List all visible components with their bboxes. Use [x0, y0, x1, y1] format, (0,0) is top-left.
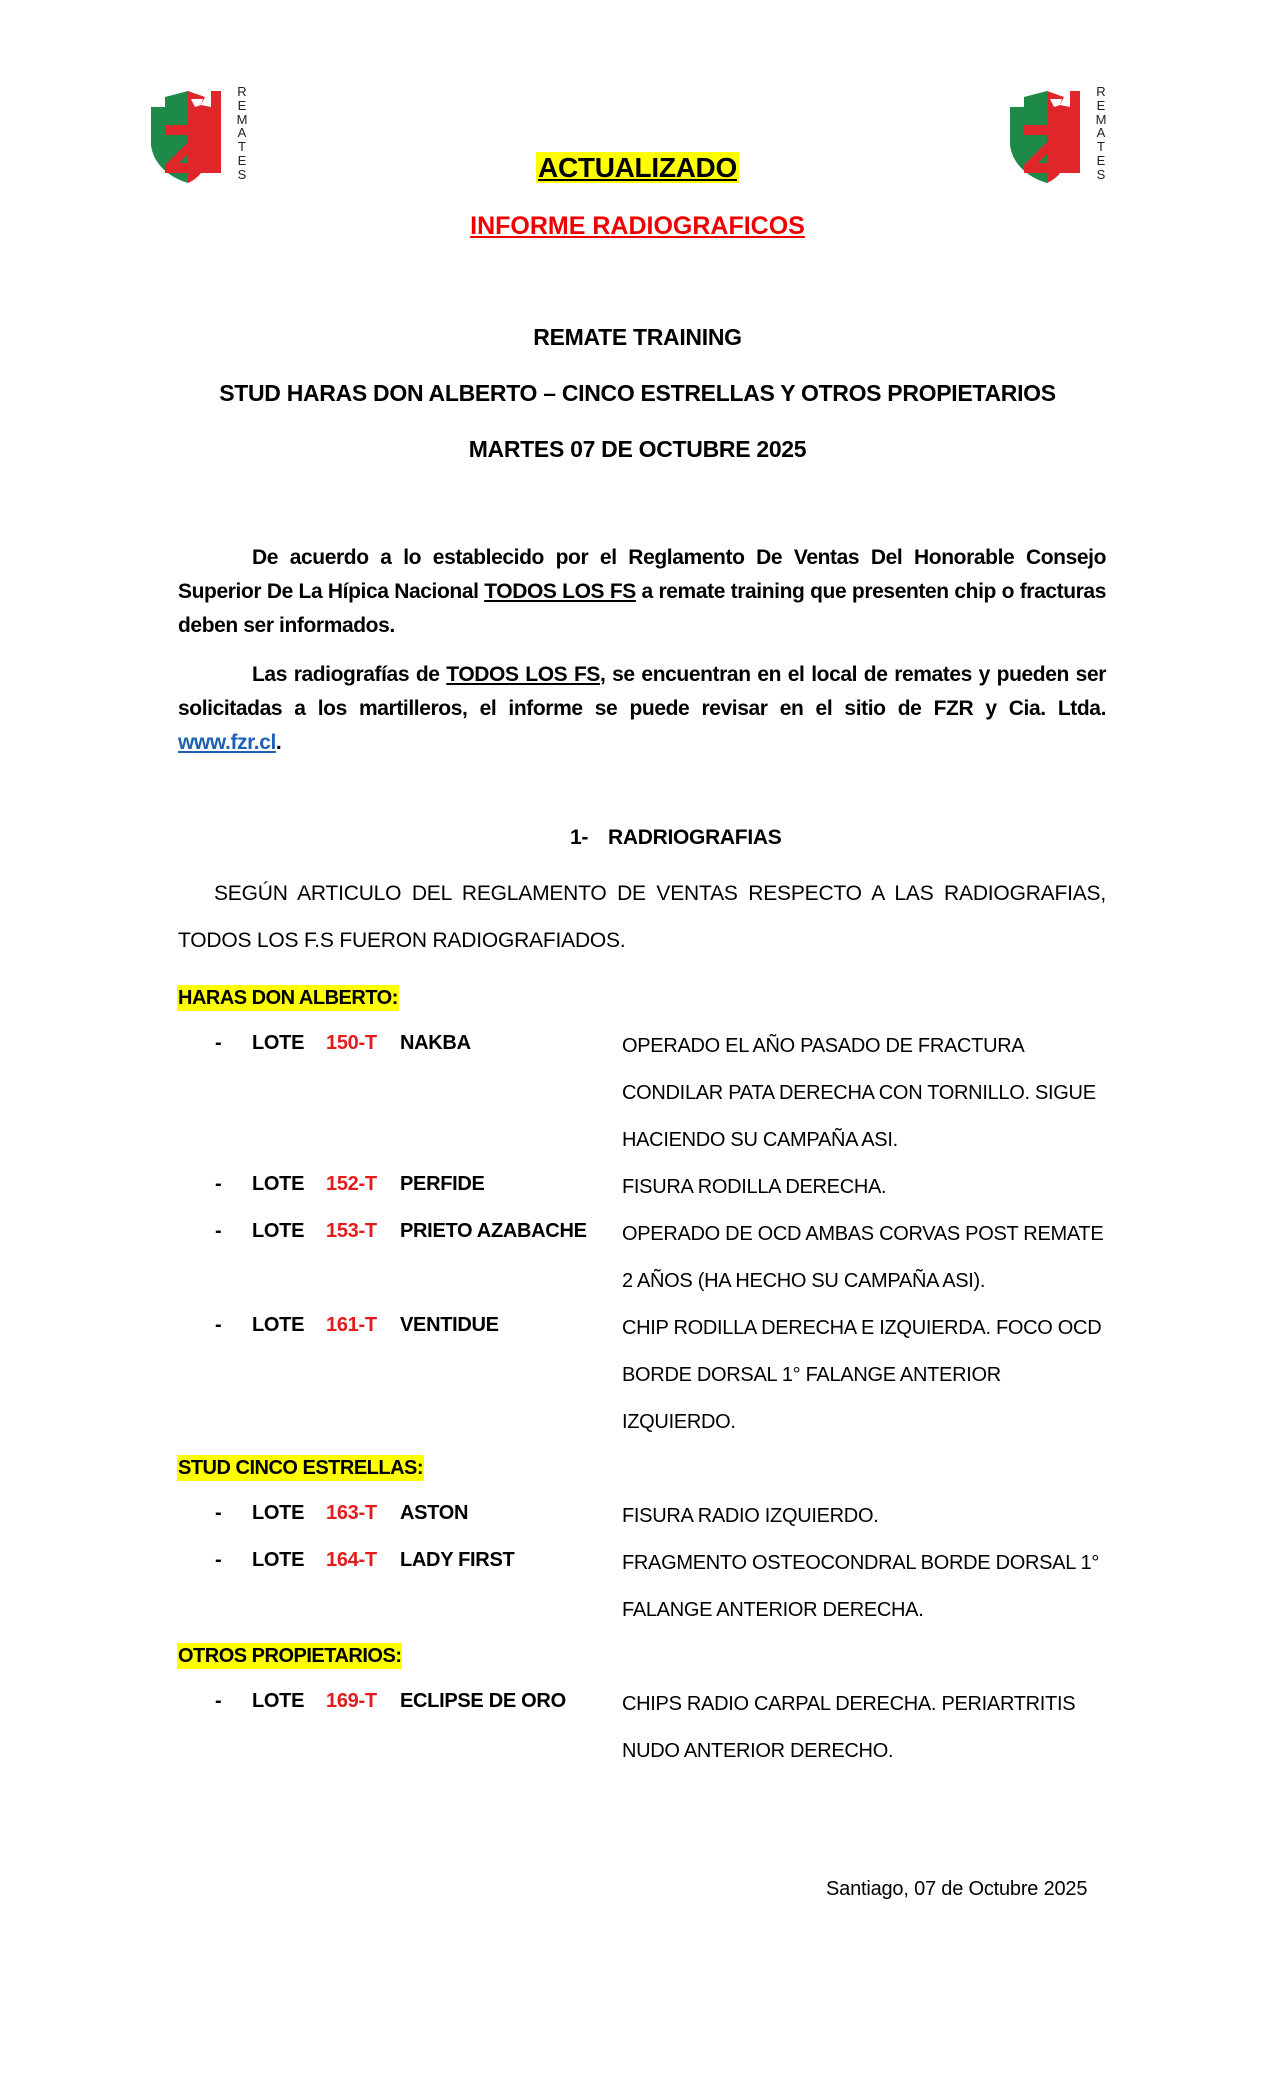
logo-letter: R	[1096, 84, 1106, 99]
lot-prefix: LOTE	[252, 1173, 305, 1195]
text: , se encuentran en el local de remates y pueden ser solicitadas a los martilleros, el informe se puede revisar en el sitio de FZR y Cia. Ltda.	[178, 663, 1106, 720]
group-heading-stud-cinco-estrellas: STUD CINCO ESTRELLAS:	[178, 1457, 424, 1479]
lot-prefix: LOTE	[252, 1690, 305, 1712]
lot-prefix: LOTE	[252, 1032, 305, 1054]
status-label: ACTUALIZADO	[538, 152, 737, 183]
lot-finding	[622, 1493, 878, 1540]
status-banner	[0, 152, 1275, 184]
group-heading-otros-propietarios: OTROS PROPIETARIOS:	[178, 1645, 402, 1667]
text: SEGÚN ARTICULO DEL REGLAMENTO DE VENTAS RESPECTO A LAS RADIOGRAFIAS, TODOS LOS F.S FUERON RADIOGRAFIADOS.	[178, 882, 1106, 952]
logo-letter: S	[1096, 166, 1106, 182]
bullet: -	[215, 1502, 222, 1524]
logo-letter: T	[238, 139, 246, 155]
group-heading-haras-don-alberto: HARAS DON ALBERTO:	[178, 987, 398, 1009]
lot-number: 153-T	[326, 1220, 377, 1242]
horse-name: LADY FIRST	[400, 1549, 515, 1571]
lot-number: 152-T	[326, 1173, 377, 1195]
logo-letter: A	[1096, 125, 1106, 141]
lot-finding	[622, 1681, 1075, 1775]
horse-name: ECLIPSE DE ORO	[400, 1690, 566, 1712]
section-title: RADRIOGRAFIAS	[608, 826, 782, 849]
regulation-statement	[178, 870, 1106, 964]
finding-line: CONDILAR PATA DERECHA CON TORNILLO. SIGUE	[622, 1082, 1096, 1104]
logo-letter: E	[1096, 97, 1106, 113]
lot-prefix: LOTE	[252, 1220, 305, 1242]
intro-paragraph-2	[178, 658, 1106, 760]
logo-letter: R	[237, 84, 247, 99]
horse-name: ASTON	[400, 1502, 469, 1524]
lot-prefix: LOTE	[252, 1502, 305, 1524]
logo-letter: E	[237, 97, 247, 113]
text: De acuerdo a lo establecido por el Reglamento De Ventas Del Honorable Consejo Superior De La Hípica Nacional	[178, 546, 1106, 603]
fzr-website-link[interactable]: www.fzr.cl	[178, 731, 276, 754]
horse-name: PERFIDE	[400, 1173, 485, 1195]
finding-line: CHIP RODILLA DERECHA E IZQUIERDA. FOCO OCD	[622, 1317, 1102, 1339]
finding-line: CHIPS RADIO CARPAL DERECHA. PERIARTRITIS	[622, 1693, 1076, 1715]
logo-letter: M	[1095, 111, 1107, 127]
lot-number: 164-T	[326, 1549, 377, 1571]
finding-line: IZQUIERDO.	[622, 1411, 736, 1433]
lot-prefix: LOTE	[252, 1314, 305, 1336]
finding-line: FRAGMENTO OSTEOCONDRAL BORDE DORSAL 1°	[622, 1552, 1100, 1574]
bullet: -	[215, 1173, 222, 1195]
finding-line: HACIENDO SU CAMPAÑA ASI.	[622, 1129, 898, 1151]
logo-letter: T	[1097, 139, 1105, 155]
lot-prefix: LOTE	[252, 1549, 305, 1571]
logo-letter: E	[1096, 153, 1106, 169]
place-and-date: Santiago, 07 de Octubre 2025	[826, 1878, 1088, 1900]
finding-line: FISURA RODILLA DERECHA.	[622, 1176, 887, 1198]
bullet: -	[215, 1690, 222, 1712]
finding-line: FALANGE ANTERIOR DERECHA.	[622, 1599, 924, 1621]
lot-finding	[622, 1540, 1099, 1634]
horse-name: PRIETO AZABACHE	[400, 1220, 587, 1242]
logo-letter: S	[237, 166, 247, 182]
emphasis-underlined: TODOS LOS FS	[446, 663, 600, 686]
finding-line: 2 AÑOS (HA HECHO SU CAMPAÑA ASI).	[622, 1270, 986, 1292]
lot-finding	[622, 1164, 886, 1211]
logo-letter: A	[237, 125, 247, 141]
consignors-title: STUD HARAS DON ALBERTO – CINCO ESTRELLAS Y OTROS PROPIETARIOS	[219, 380, 1056, 406]
logo-letter: M	[236, 111, 248, 127]
bullet: -	[215, 1220, 222, 1242]
event-title: REMATE TRAINING	[533, 324, 742, 350]
bullet: -	[215, 1549, 222, 1571]
section-number: 1-	[570, 826, 589, 849]
horse-name: VENTIDUE	[400, 1314, 499, 1336]
bullet: -	[215, 1032, 222, 1054]
emphasis-underlined: TODOS LOS FS	[484, 580, 636, 603]
lot-number: 163-T	[326, 1502, 377, 1524]
finding-line: FISURA RADIO IZQUIERDO.	[622, 1505, 879, 1527]
lot-number: 161-T	[326, 1314, 377, 1336]
lot-number: 150-T	[326, 1032, 377, 1054]
finding-line: NUDO ANTERIOR DERECHO.	[622, 1740, 894, 1762]
lot-number: 169-T	[326, 1690, 377, 1712]
text: Las radiografías de	[252, 663, 447, 686]
bullet: -	[215, 1314, 222, 1336]
text: .	[275, 731, 282, 754]
lot-finding	[622, 1211, 1103, 1305]
finding-line: BORDE DORSAL 1° FALANGE ANTERIOR	[622, 1364, 1001, 1386]
report-title: INFORME RADIOGRAFICOS	[470, 212, 805, 240]
section-heading	[570, 826, 781, 850]
lot-finding	[622, 1023, 1096, 1164]
finding-line: OPERADO EL AÑO PASADO DE FRACTURA	[622, 1035, 1025, 1057]
logo-letter: E	[237, 153, 247, 169]
intro-paragraph-1	[178, 541, 1106, 643]
horse-name: NAKBA	[400, 1032, 471, 1054]
lot-finding	[622, 1305, 1101, 1446]
event-date: MARTES 07 DE OCTUBRE 2025	[468, 436, 807, 462]
finding-line: OPERADO DE OCD AMBAS CORVAS POST REMATE	[622, 1223, 1104, 1245]
text: a remate training que presenten chip o fracturas deben ser informados.	[178, 580, 1106, 637]
